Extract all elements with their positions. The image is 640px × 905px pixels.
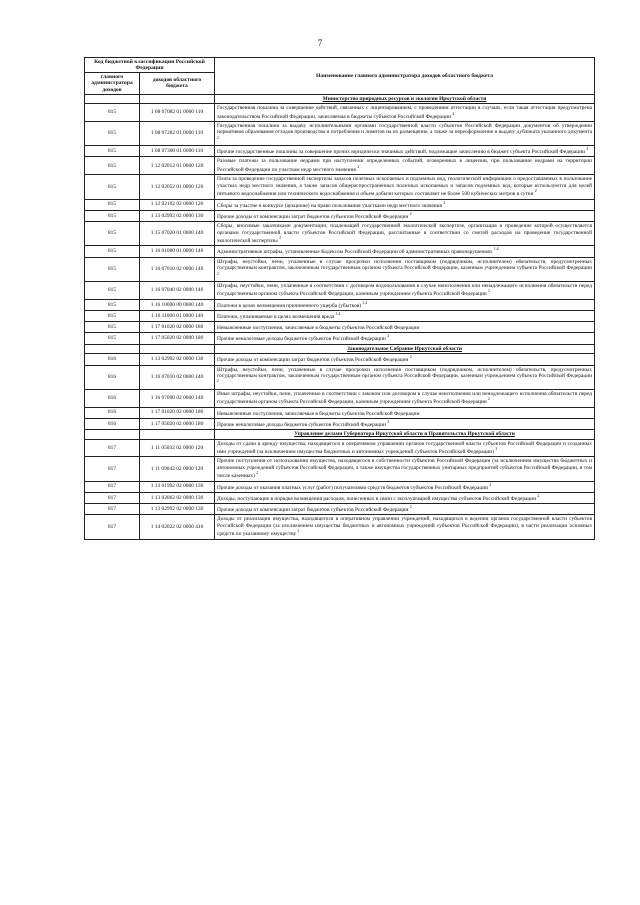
- admin-code-cell: 817: [85, 492, 140, 503]
- table-row: [85, 418, 595, 429]
- admin-code-cell: 815: [85, 299, 140, 310]
- revenue-name-text: Доходы от сдачи в аренду имущества, находящегося в оперативном управлении органов государственной власти субъектов Российской Федерации и созданных ими учреждений (за исключением имущества бюджетных и автономных учреждений субъектов Российской Федерации): [217, 440, 593, 455]
- revenue-name-text: Административные штрафы, установленные Кодексом Российской Федерации об административных правонарушениях: [217, 249, 493, 256]
- revenue-name-text: Сборы, вносимые заказчиками документации, подлежащей государственной экологической экспертизе, организация и проведение которой осуществляется органами государственной власти субъектов Российской Федерации, рассчитанные в соответствии со сметой расходов на проведение государственной экологической экспертизы: [217, 223, 593, 244]
- admin-code-cell: 817: [85, 481, 140, 492]
- table-row: [85, 481, 595, 492]
- revenue-name-cell: [215, 246, 595, 257]
- revenue-name-cell: [215, 389, 595, 407]
- revenue-code-cell: 1 12 02052 01 0000 120: [140, 175, 215, 199]
- section-title: Управление делами Губернатора Иркутской области и Правительства Иркутской области: [215, 430, 595, 439]
- header-admin-code: главного администратора доходов: [85, 73, 140, 94]
- table-row: [85, 222, 595, 246]
- revenue-name-text: Государственная пошлина за выдачу исполнительными органами государственной власти субъектов Российской Федерации документов об утверждении нормативов образования отходов производства и потребления и лимитов на их размещение, а также за переоформление и выдачу дубликата указанного документа: [217, 122, 593, 136]
- revenue-name-text: Платежи, уплачиваемые в целях возмещения вреда: [217, 313, 335, 320]
- revenue-code-cell: 1 08 07082 01 0000 110: [140, 104, 215, 122]
- table-row: [85, 457, 595, 481]
- revenue-name-cell: [215, 299, 595, 310]
- revenue-name-cell: [215, 365, 595, 389]
- revenue-name-cell: [215, 407, 595, 418]
- admin-code-cell: 815: [85, 104, 140, 122]
- revenue-name-text: Прочие неналоговые доходы бюджетов субъектов Российской Федерации: [217, 421, 386, 428]
- revenue-name-text: Плата за проведение государственной экспертизы запасов полезных ископаемых и подземных вод, геологической информации о предоставляемых в пользование участках недр местного значения, а также запасов общераспространенных полезных ископаемых и запасов подземных вод, которые используются для целей питьевого водоснабжения или технического водоснабжения и объем добычи которых составляет не более 500 кубических метров в сутки: [217, 176, 593, 198]
- table-row: [85, 504, 595, 515]
- table-row: [85, 157, 595, 175]
- revenue-name-cell: [215, 310, 595, 321]
- footnote-marker: 1,4: [493, 247, 499, 252]
- admin-code-cell: 817: [85, 515, 140, 539]
- table-row: [85, 333, 595, 344]
- revenue-name-text: Прочие доходы от компенсации затрат бюджетов субъектов Российской Федерации: [217, 357, 409, 364]
- revenue-name-cell: [215, 222, 595, 246]
- footnote-marker: 2: [217, 135, 219, 140]
- revenue-name-cell: [215, 175, 595, 199]
- revenue-name-text: Доходы от реализации имущества, находящегося в оперативном управлении учреждений, находящихся в ведении органов государственной власти субъектов Российской Федерации (за исключением имущества бюджетных и автономных учреждений субъектов Российской Федерации), в части реализации основных средств по указанному имуществу: [217, 516, 593, 538]
- footnote-marker: 2: [217, 379, 219, 384]
- footnote-marker: 2: [409, 505, 412, 510]
- revenue-code-cell: 1 11 09042 02 0000 120: [140, 457, 215, 481]
- table-row: [85, 310, 595, 321]
- section-code-cell: [140, 430, 215, 439]
- table-row: [85, 175, 595, 199]
- admin-code-cell: 817: [85, 439, 140, 457]
- revenue-name-text: Прочие государственные пошлины за совершение прочих юридически значимых действий, подлежащие зачислению в бюджет субъекта Российской Федерации: [217, 149, 585, 155]
- admin-code-cell: 815: [85, 157, 140, 175]
- footnote-marker: 2: [586, 147, 589, 152]
- footnote-marker: 1,4: [362, 300, 368, 305]
- admin-code-cell: 815: [85, 310, 140, 321]
- admin-code-cell: 815: [85, 281, 140, 299]
- table-row: [85, 515, 595, 539]
- table-row: [85, 407, 595, 418]
- revenue-name-text: Платежи в целях возмещения причиненного ущерба (убытков): [217, 302, 362, 309]
- table-row: [85, 210, 595, 221]
- admin-code-cell: 815: [85, 210, 140, 221]
- revenue-code-cell: 1 17 05020 02 0000 180: [140, 418, 215, 429]
- revenue-name-cell: [215, 515, 595, 539]
- revenue-name-cell: [215, 157, 595, 175]
- revenue-name-cell: [215, 121, 595, 145]
- table-row: [85, 354, 595, 365]
- admin-code-cell: 816: [85, 418, 140, 429]
- section-code-cell: [140, 94, 215, 103]
- footnote-marker: 2: [495, 447, 498, 452]
- revenue-name-cell: [215, 504, 595, 515]
- revenue-code-cell: 1 11 05032 02 0000 120: [140, 439, 215, 457]
- footnote-marker: 2: [387, 419, 390, 424]
- header-revenue-code: доходов областного бюджета: [140, 73, 215, 94]
- revenue-administrators-table: [84, 57, 595, 540]
- footnote-marker: 2: [279, 236, 282, 241]
- revenue-name-text: Прочие доходы от оказания платных услуг (работ) получателями средств бюджетов субъектов Российской Федерации: [217, 484, 489, 491]
- revenue-code-cell: 1 16 07010 02 0000 140: [140, 257, 215, 281]
- revenue-name-cell: [215, 146, 595, 157]
- table-row: [85, 492, 595, 503]
- revenue-code-cell: 1 15 07020 01 0000 140: [140, 222, 215, 246]
- revenue-code-cell: 1 14 02022 02 0000 410: [140, 515, 215, 539]
- revenue-name-cell: [215, 281, 595, 299]
- revenue-code-cell: 1 13 01992 02 0000 130: [140, 481, 215, 492]
- admin-code-cell: 815: [85, 333, 140, 344]
- revenue-code-cell: 1 08 07282 01 0000 110: [140, 121, 215, 145]
- revenue-name-cell: [215, 492, 595, 503]
- table-row: [85, 365, 595, 389]
- table-row: [85, 389, 595, 407]
- revenue-name-text: Штрафы, неустойки, пени, уплаченные в случае просрочки исполнения поставщиком (подрядчиком, исполнителем) обязательств, предусмотренных государственным контрактом, заключенным государственным органом субъекта Российской Федерации, казенным учреждением субъекта Российской Федерации: [217, 366, 593, 379]
- revenue-name-text: Прочие доходы от компенсации затрат бюджетов субъектов Российской Федерации: [217, 506, 409, 513]
- section-admin-cell: [85, 344, 140, 353]
- footnote-marker: 2: [387, 334, 390, 339]
- revenue-code-cell: 1 16 10000 00 0000 140: [140, 299, 215, 310]
- table-row: [85, 281, 595, 299]
- table-row: [85, 439, 595, 457]
- revenue-name-cell: [215, 333, 595, 344]
- footnote-marker: 2: [443, 200, 446, 205]
- revenue-name-cell: [215, 439, 595, 457]
- revenue-code-cell: 1 12 02102 02 0000 120: [140, 199, 215, 210]
- footnote-marker: 2: [534, 189, 537, 194]
- admin-code-cell: 815: [85, 257, 140, 281]
- table-row: [85, 104, 595, 122]
- revenue-name-text: Штрафы, неустойки, пени, уплаченные в соответствии с договором водопользования в случае неисполнения или ненадлежащего исполнения обязательств перед государственным органом субъекта Российской Федерации, казенным учреждением субъекта Российской Федерации: [217, 282, 593, 298]
- revenue-name-cell: [215, 322, 595, 333]
- admin-code-cell: 816: [85, 354, 140, 365]
- admin-code-cell: 815: [85, 121, 140, 145]
- admin-code-cell: 817: [85, 504, 140, 515]
- footnote-marker: 2: [452, 111, 455, 116]
- revenue-name-cell: [215, 199, 595, 210]
- footnote-marker: 2: [256, 471, 259, 476]
- revenue-name-cell: [215, 418, 595, 429]
- revenue-name-text: Прочие неналоговые доходы бюджетов субъектов Российской Федерации: [217, 336, 386, 343]
- header-administrator-name: Наименование главного администратора доходов областного бюджета: [215, 58, 595, 95]
- revenue-code-cell: 1 17 05020 02 0000 180: [140, 333, 215, 344]
- admin-code-cell: 815: [85, 146, 140, 157]
- admin-code-cell: 815: [85, 175, 140, 199]
- table-row: [85, 146, 595, 157]
- section-row: [85, 94, 595, 103]
- footnote-marker: 1,4: [335, 311, 341, 316]
- revenue-name-text: Невыясненные поступления, зачисляемые в бюджеты субъектов Российской Федерации: [217, 410, 420, 417]
- footnote-marker: 2: [537, 493, 540, 498]
- revenue-name-text: Прочие доходы от компенсации затрат бюджетов субъектов Российской Федерации: [217, 213, 409, 220]
- admin-code-cell: 816: [85, 407, 140, 418]
- revenue-code-cell: 1 13 02992 02 0000 130: [140, 354, 215, 365]
- revenue-name-text: Сборы за участие в конкурсе (аукционе) на право пользования участками недр местного значения: [217, 202, 442, 209]
- revenue-code-cell: 1 13 02992 02 0000 130: [140, 504, 215, 515]
- header-classification-code: Код бюджетной классификации Российской Федерации: [85, 58, 215, 73]
- table-row: [85, 299, 595, 310]
- revenue-name-cell: [215, 354, 595, 365]
- table-body: [85, 94, 595, 539]
- revenue-name-text: Штрафы, неустойки, пени, уплаченные в случае просрочки исполнения поставщиком (подрядчиком, исполнителем) обязательств, предусмотренных государственным контрактом, заключенным государственным органом субъекта Российской Федерации, казенным учреждением субъекта Российской Федерации: [217, 258, 593, 272]
- revenue-code-cell: 1 17 01020 02 0000 180: [140, 407, 215, 418]
- admin-code-cell: 815: [85, 246, 140, 257]
- revenue-name-text: Иные штрафы, неустойки, пени, уплаченные в соответствии с законом или договором в случае неисполнения или ненадлежащего исполнения обязательств перед государственным органом субъекта Российской Федерации, казенным учреждением субъекта Российской Федерации: [217, 390, 593, 406]
- revenue-code-cell: 1 13 02992 02 0000 130: [140, 210, 215, 221]
- revenue-name-text: Прочие поступления от использования имущества, находящегося в собственности субъектов Российской Федерации (за исключением имущества бюджетных и автономных учреждений субъектов Российской Федерации, а также имущества государственных унитарных предприятий субъектов Российской Федерации, в том числе казенных): [217, 458, 593, 480]
- table-row: [85, 246, 595, 257]
- table-row: [85, 257, 595, 281]
- footnote-marker: 2: [489, 482, 492, 487]
- admin-code-cell: 815: [85, 199, 140, 210]
- section-row: [85, 344, 595, 353]
- revenue-code-cell: 1 16 07040 02 0000 140: [140, 281, 215, 299]
- section-title: Министерство природных ресурсов и экологии Иркутской области: [215, 94, 595, 103]
- admin-code-cell: 815: [85, 322, 140, 333]
- admin-code-cell: 817: [85, 457, 140, 481]
- revenue-code-cell: 1 17 01020 02 0000 180: [140, 322, 215, 333]
- section-admin-cell: [85, 94, 140, 103]
- revenue-code-cell: 1 12 02012 01 0000 120: [140, 157, 215, 175]
- revenue-code-cell: 1 08 07300 01 0000 110: [140, 146, 215, 157]
- revenue-name-text: Доходы, поступающие в порядке возмещения расходов, понесенных в связи с эксплуатацией имущества субъектов Российской Федерации: [217, 495, 537, 502]
- section-admin-cell: [85, 430, 140, 439]
- revenue-name-text: Разовые платежи за пользование недрами при наступлении определенных событий, оговоренных в лицензии, при пользовании недрами на территории Российской Федерации по участкам недр местного значения: [217, 158, 593, 173]
- footnote-marker: 2: [297, 529, 300, 534]
- admin-code-cell: 815: [85, 222, 140, 246]
- table-row: [85, 121, 595, 145]
- revenue-name-cell: [215, 481, 595, 492]
- section-code-cell: [140, 344, 215, 353]
- page-number: 7: [317, 38, 323, 48]
- revenue-name-cell: [215, 210, 595, 221]
- footnote-marker: 2: [409, 211, 412, 216]
- revenue-code-cell: 1 13 02062 02 0000 130: [140, 492, 215, 503]
- revenue-name-cell: [215, 257, 595, 281]
- section-row: [85, 430, 595, 439]
- revenue-code-cell: 1 16 11000 01 0000 140: [140, 310, 215, 321]
- footnote-marker: 2: [488, 397, 490, 402]
- table-row: [85, 322, 595, 333]
- revenue-name-cell: [215, 104, 595, 122]
- revenue-name-text: Государственная пошлина за совершение действий, связанных с лицензированием, с проведением аттестации в случаях, если такая аттестация предусмотрена законодательством Российской Федерации, зачисляемая в бюджеты субъектов Российской Федерации: [217, 105, 593, 120]
- footnote-marker: 2: [409, 355, 412, 360]
- revenue-code-cell: 1 16 01000 01 0000 140: [140, 246, 215, 257]
- footnote-marker: 2: [357, 164, 360, 169]
- revenue-code-cell: 1 16 07010 02 0000 140: [140, 365, 215, 389]
- section-title: Законодательное Собрание Иркутской области: [215, 344, 595, 353]
- admin-code-cell: 816: [85, 389, 140, 407]
- revenue-name-cell: [215, 457, 595, 481]
- revenue-name-text: Невыясненные поступления, зачисляемые в бюджеты субъектов Российской Федерации: [217, 324, 420, 331]
- footnote-marker: 2: [488, 289, 490, 294]
- table-row: [85, 199, 595, 210]
- admin-code-cell: 816: [85, 365, 140, 389]
- revenue-code-cell: 1 16 07090 02 0000 140: [140, 389, 215, 407]
- footnote-marker: 2: [217, 271, 219, 276]
